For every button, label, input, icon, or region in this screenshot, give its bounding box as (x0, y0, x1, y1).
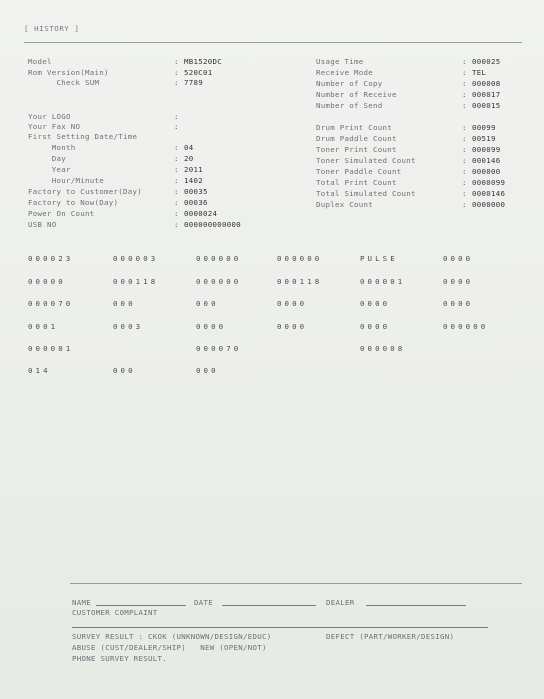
right-colon: : (462, 145, 467, 154)
right-colon: : (462, 134, 467, 143)
left-label: Power On Count (28, 209, 95, 218)
code-cell: 0003 (113, 322, 144, 331)
right-value: 000099 (472, 145, 501, 154)
code-cell: 000008 (360, 344, 406, 353)
right-label: Toner Paddle Count (316, 167, 402, 176)
left-colon: : (174, 112, 179, 121)
survey-result-line: SURVEY RESULT : CKOK (UNKNOWN/DESIGN/EDUC) (72, 632, 272, 641)
right-value: 00099 (472, 123, 496, 132)
left-value: 520C01 (184, 68, 213, 77)
right-colon: : (462, 123, 467, 132)
right-colon: : (462, 167, 467, 176)
left-label: Factory to Now(Day) (28, 198, 119, 207)
footer-rule (70, 583, 522, 584)
right-value: TEL (472, 68, 487, 77)
right-label: Total Simulated Count (316, 189, 416, 198)
left-label: Your Fax NO (28, 122, 81, 131)
right-colon: : (462, 189, 467, 198)
left-colon: : (174, 122, 179, 131)
left-label: Month (28, 143, 76, 152)
code-cell: 000001 (360, 277, 406, 286)
name-label: NAME (72, 598, 91, 607)
right-label: Toner Print Count (316, 145, 397, 154)
code-cell: 000000 (196, 254, 242, 263)
right-colon: : (462, 156, 467, 165)
left-colon: : (174, 143, 179, 152)
code-cell: 0000 (196, 322, 227, 331)
code-cell: 0000 (277, 322, 308, 331)
left-value: 00036 (184, 198, 208, 207)
left-colon: : (174, 154, 179, 163)
code-cell: 0000 (360, 299, 391, 308)
left-colon: : (174, 198, 179, 207)
code-cell: 0000 (443, 299, 474, 308)
right-value: 000015 (472, 101, 501, 110)
right-colon: : (462, 101, 467, 110)
code-cell: 000000 (443, 322, 489, 331)
left-value: MB1520DC (184, 57, 222, 66)
left-label: Rom Version(Main) (28, 68, 109, 77)
right-label: Number of Receive (316, 90, 397, 99)
left-value: 2011 (184, 165, 203, 174)
code-cell: 000118 (277, 277, 323, 286)
right-value: 00519 (472, 134, 496, 143)
left-value: 0000024 (184, 209, 218, 218)
date-label: DATE (194, 598, 213, 607)
dealer-label: DEALER (326, 598, 355, 607)
right-label: Receive Mode (316, 68, 373, 77)
defect-line: DEFECT (PART/WORKER/DESIGN) (326, 632, 455, 641)
left-label: Your LOGO (28, 112, 71, 121)
code-cell: 000000 (277, 254, 323, 263)
code-cell: 00000 (28, 277, 66, 286)
left-label: Model (28, 57, 52, 66)
left-label: Day (28, 154, 66, 163)
right-label: Number of Copy (316, 79, 383, 88)
header-rule (24, 42, 522, 43)
code-cell: 000070 (28, 299, 74, 308)
history-header: [ HISTORY ] (24, 24, 80, 33)
right-label: Drum Paddle Count (316, 134, 397, 143)
right-label: Drum Print Count (316, 123, 392, 132)
right-colon: : (462, 57, 467, 66)
left-colon: : (174, 68, 179, 77)
left-value: 20 (184, 154, 194, 163)
code-cell: 0001 (28, 322, 59, 331)
left-label: USB NO (28, 220, 57, 229)
code-cell: 0000 (360, 322, 391, 331)
code-cell: 000070 (196, 344, 242, 353)
left-colon: : (174, 57, 179, 66)
right-value: 0000146 (472, 189, 506, 198)
code-cell: 000 (196, 299, 219, 308)
left-value: 000000000000 (184, 220, 241, 229)
name-line[interactable] (96, 605, 186, 606)
right-value: 0000099 (472, 178, 506, 187)
right-label: Total Print Count (316, 178, 397, 187)
left-value: 04 (184, 143, 194, 152)
complaint-line[interactable] (72, 627, 488, 628)
right-value: 000017 (472, 90, 501, 99)
code-cell: 014 (28, 366, 51, 375)
phone-survey-line: PHONE SURVEY RESULT. (72, 654, 167, 663)
right-colon: : (462, 68, 467, 77)
left-value: 7789 (184, 78, 203, 87)
code-cell: 000001 (28, 344, 74, 353)
left-colon: : (174, 209, 179, 218)
left-value: 1402 (184, 176, 203, 185)
code-cell: 000118 (113, 277, 159, 286)
right-colon: : (462, 200, 467, 209)
right-label: Duplex Count (316, 200, 373, 209)
left-colon: : (174, 78, 179, 87)
code-cell: 000000 (196, 277, 242, 286)
right-colon: : (462, 178, 467, 187)
code-cell: 0000 (277, 299, 308, 308)
code-cell: 000003 (113, 254, 159, 263)
abuse-line: ABUSE (CUST/DEALER/SHIP) NEW (OPEN/NOT) (72, 643, 267, 652)
right-colon: : (462, 90, 467, 99)
right-value: 0000000 (472, 200, 506, 209)
right-value: 000146 (472, 156, 501, 165)
code-cell: PULSE (360, 254, 398, 263)
right-value: 000008 (472, 79, 501, 88)
right-colon: : (462, 79, 467, 88)
left-label: Hour/Minute (28, 176, 104, 185)
customer-complaint-label: CUSTOMER COMPLAINT (72, 608, 158, 617)
left-colon: : (174, 176, 179, 185)
dealer-line[interactable] (366, 605, 466, 606)
left-label: Factory to Customer(Day) (28, 187, 142, 196)
right-label: Toner Simulated Count (316, 156, 416, 165)
left-label: Year (28, 165, 71, 174)
code-cell: 0000 (443, 254, 474, 263)
code-cell: 000 (113, 299, 136, 308)
right-label: Usage Time (316, 57, 364, 66)
left-colon: : (174, 187, 179, 196)
right-value: 000000 (472, 167, 501, 176)
left-label: First Setting Date/Time (28, 132, 138, 141)
right-label: Number of Send (316, 101, 383, 110)
date-line[interactable] (222, 605, 316, 606)
code-cell: 000 (196, 366, 219, 375)
code-cell: 000023 (28, 254, 74, 263)
right-value: 000025 (472, 57, 501, 66)
left-label: Check SUM (28, 78, 100, 87)
code-cell: 000 (113, 366, 136, 375)
left-value: 00035 (184, 187, 208, 196)
code-cell: 0000 (443, 277, 474, 286)
left-colon: : (174, 165, 179, 174)
left-colon: : (174, 220, 179, 229)
